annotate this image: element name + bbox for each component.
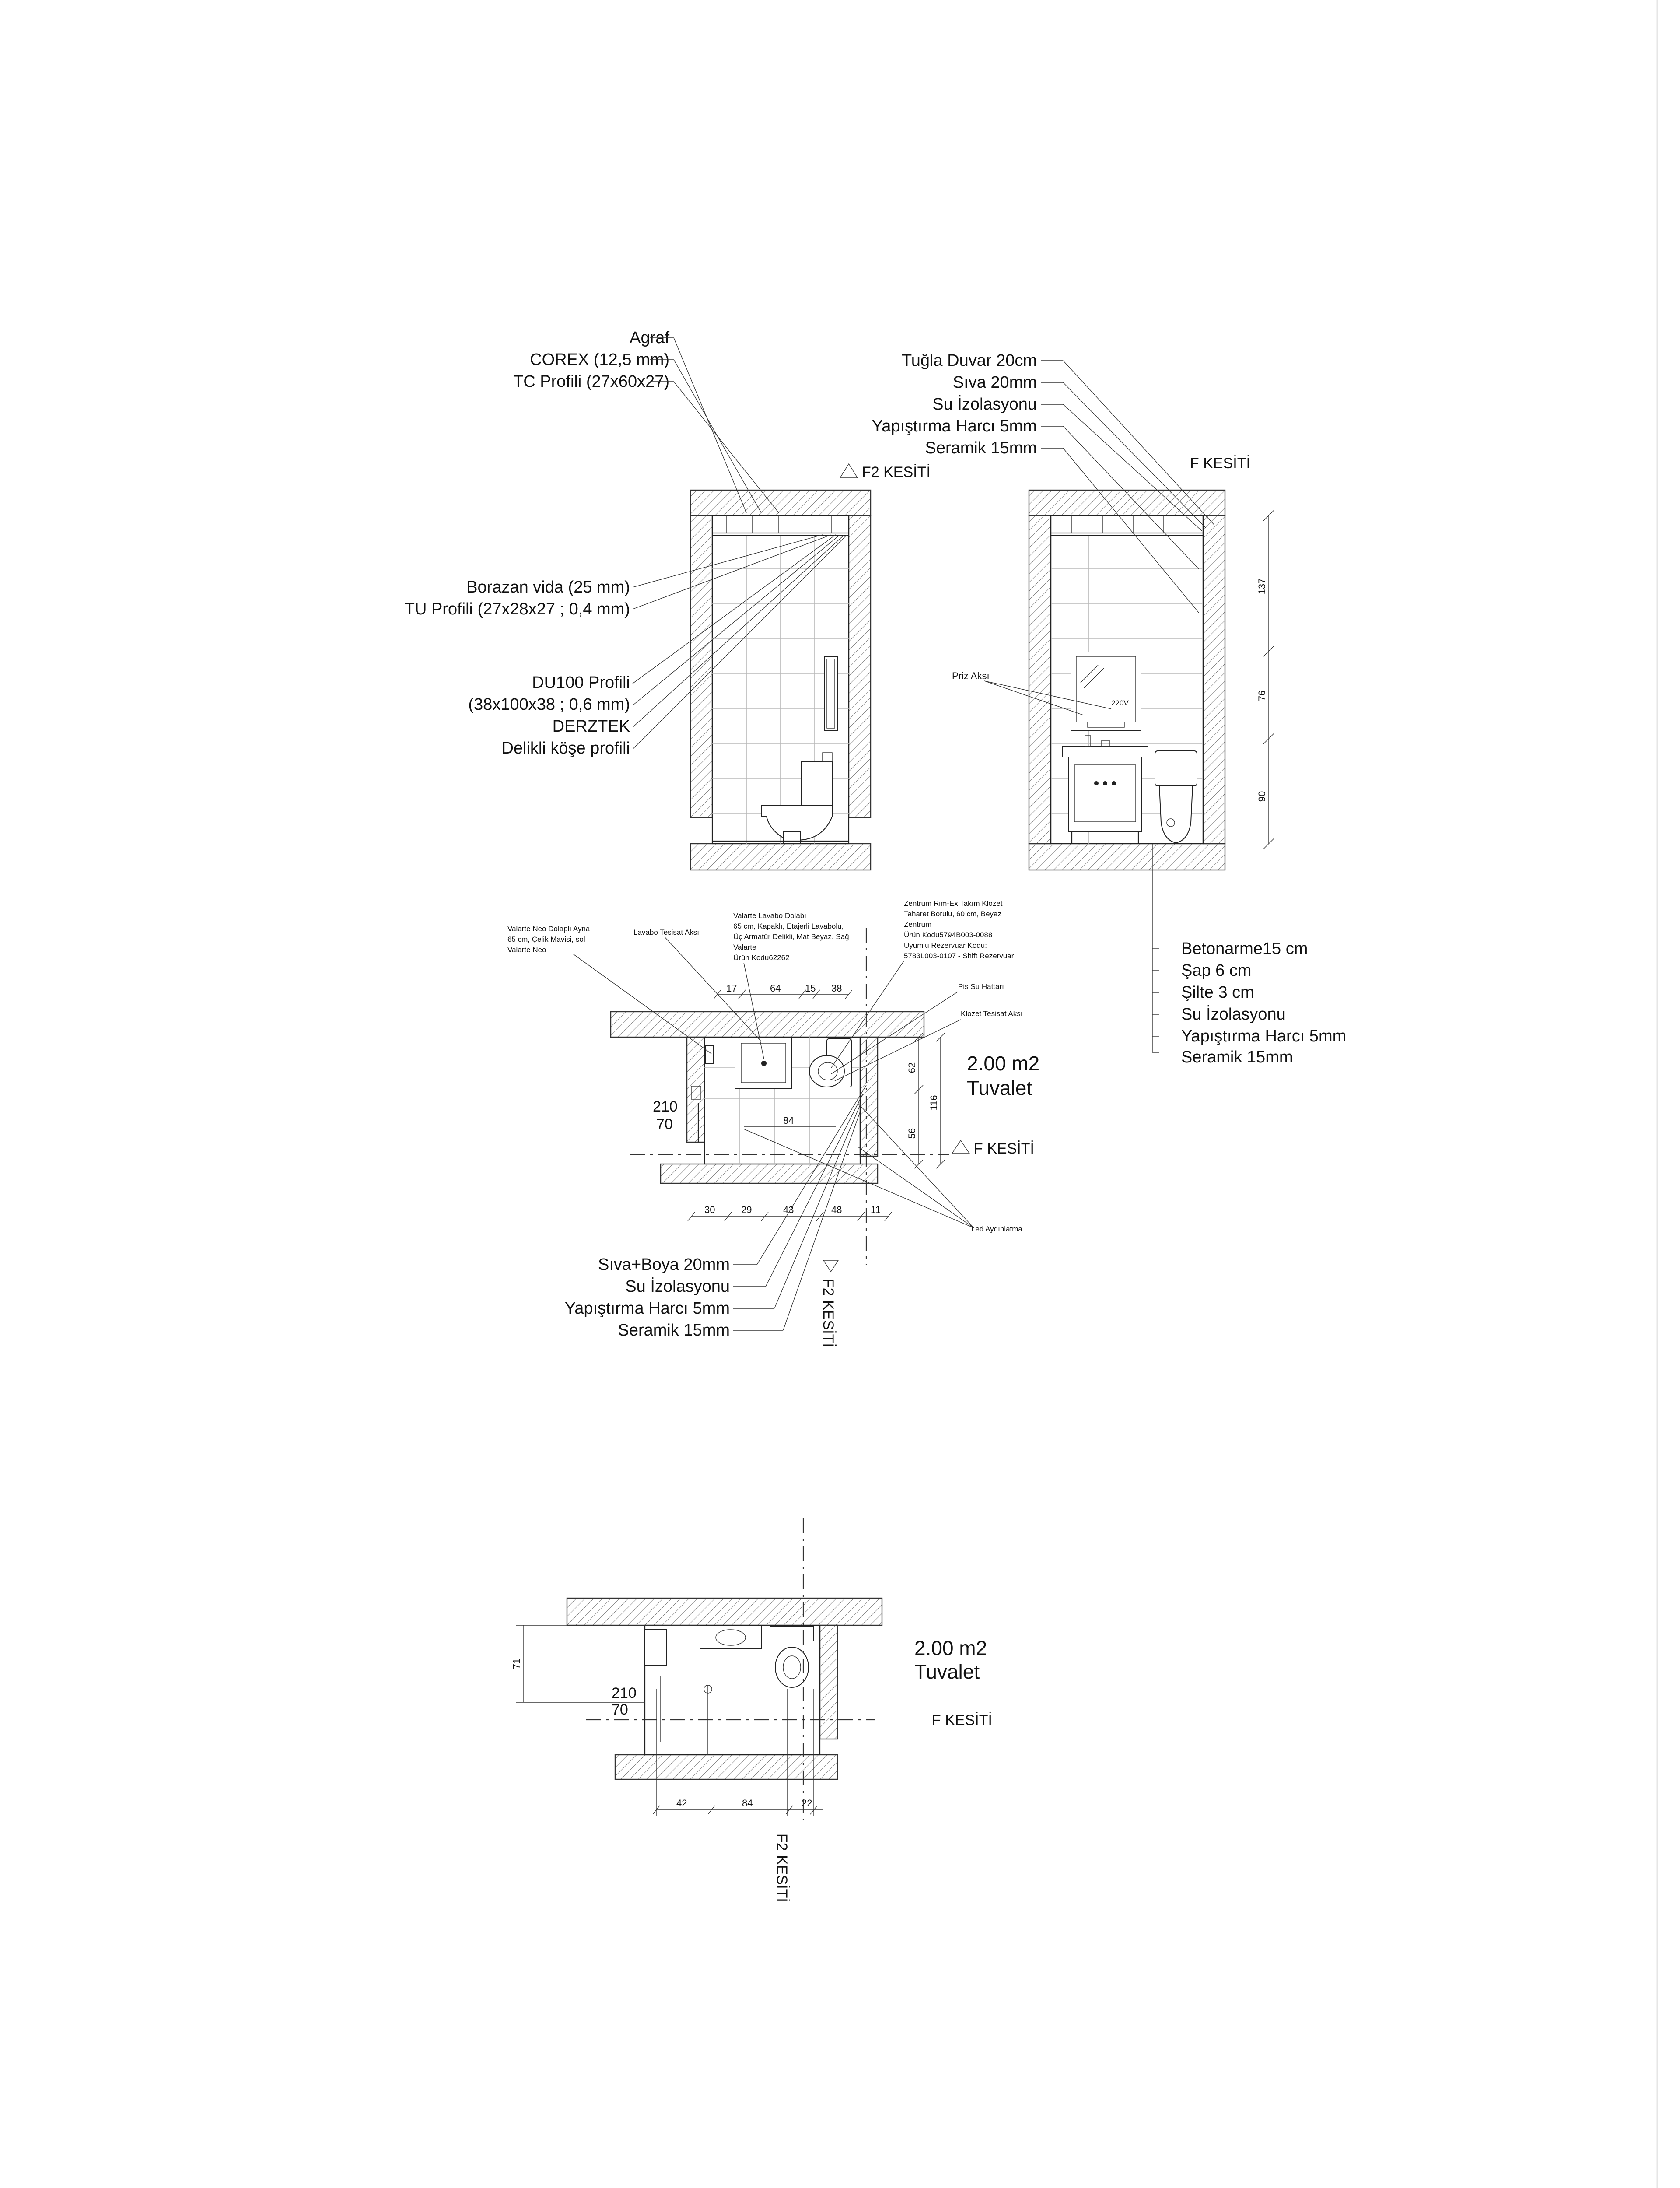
f2-leader-corex: COREX (12,5 mm) (530, 351, 669, 369)
f-wall-layer-5: Seramik 15mm (925, 439, 1037, 457)
plan1-note-led: Led Aydınlatma (971, 1225, 1022, 1233)
plan1-section-f-label: F KESİTİ (974, 1140, 1034, 1157)
plan1-dim-top-3: 15 (805, 983, 816, 994)
f-floor-layer-2: Şap 6 cm (1181, 961, 1252, 980)
f-dim-76: 76 (1256, 690, 1267, 701)
plan1-note-mirror-2: 65 cm, Çelik Mavisi, sol (508, 935, 585, 943)
plan2-dim-bottom-3: 22 (802, 1798, 812, 1809)
plan1-wall-layer-4: Seramik 15mm (618, 1321, 730, 1339)
plan1-dim-bottom-4: 48 (831, 1204, 842, 1215)
plan1-dim-top-4: 38 (831, 983, 842, 994)
plan2-bottom-wall (615, 1755, 837, 1779)
plan1-note-closet-5: Uyumlu Rezervuar Kodu: (904, 941, 987, 950)
f2-leader-agraf: Agraf (630, 329, 669, 347)
plan1-top-wall (611, 1012, 924, 1037)
plan1-bottom-wall (661, 1164, 878, 1183)
plan1-dim-bottom-3: 43 (783, 1204, 794, 1215)
plan1-wall-layer-2: Su İzolasyonu (625, 1277, 730, 1296)
plan1-note-water-line: Pis Su Hattarı (958, 982, 1004, 991)
f-floor-layer-1: Betonarme15 cm (1181, 940, 1308, 958)
plan1-note-lavabo-axis: Lavabo Tesisat Aksı (634, 928, 699, 936)
plan1-note-closet-axis: Klozet Tesisat Aksı (961, 1010, 1023, 1018)
plan1-note-cabinet-1: Valarte Lavabo Dolabı (733, 912, 806, 920)
f-floor-layer-5: Yapıştırma Harcı 5mm (1181, 1027, 1347, 1045)
plan2-section-f2-label: F2 KESİTİ (774, 1834, 790, 1902)
f-wall-layer-4: Yapıştırma Harcı 5mm (872, 417, 1037, 435)
plan1-note-cabinet-2: 65 cm, Kapaklı, Etajerli Lavabolu, (733, 922, 844, 930)
plan2-right-wall (820, 1625, 837, 1739)
plan1-wall-layer-1: Sıva+Boya 20mm (598, 1255, 730, 1274)
f-priz-label: Priz Aksı (952, 670, 990, 681)
f2-leader-du100-size: (38x100x38 ; 0,6 mm) (468, 695, 630, 714)
f-floor-layer-3: Şilte 3 cm (1181, 983, 1254, 1002)
plan1-note-closet-1: Zentrum Rim-Ex Takım Klozet (904, 899, 1003, 908)
f-floor-layer-4: Su İzolasyonu (1181, 1005, 1286, 1024)
plan1-door-height: 210 (653, 1098, 678, 1115)
plan2-door-height: 210 (612, 1685, 637, 1701)
f-vanity (1062, 735, 1148, 844)
plan1-note-mirror-1: Valarte Neo Dolaplı Ayna (508, 925, 590, 933)
f2-leader-du100: DU100 Profili (532, 673, 630, 692)
plan2-room-area: 2.00 m2 (914, 1637, 987, 1659)
f2-marker-label: F2 KESİTİ (862, 464, 931, 480)
plan1-dim-bottom-1: 30 (704, 1204, 715, 1215)
plan1-door-width: 70 (656, 1116, 673, 1133)
plan1-dim-inner: 84 (783, 1115, 794, 1126)
f-dim-90: 90 (1256, 791, 1267, 802)
f-marker-label: F KESİTİ (1190, 455, 1250, 472)
f-ceiling-slab (1029, 490, 1225, 515)
plan1-wall-layer-3: Yapıştırma Harcı 5mm (564, 1299, 730, 1318)
plan2-top-wall (567, 1598, 882, 1625)
plan1-left-wall (687, 1037, 704, 1142)
plan1-mirror-edge (705, 1046, 713, 1063)
plan1-dim-bottom-2: 29 (741, 1204, 752, 1215)
plan2-door-width: 70 (612, 1701, 628, 1718)
plan2-dim-bottom-2: 84 (742, 1798, 753, 1809)
plan1-dim-right-3: 56 (906, 1128, 917, 1139)
plan2-room-name: Tuvalet (914, 1660, 980, 1683)
f2-leader-tc-profile: TC Profili (27x60x27) (513, 372, 669, 391)
plan1-note-closet-2: Taharet Borulu, 60 cm, Beyaz (904, 910, 1002, 918)
plan1-dim-right-1: 62 (906, 1062, 917, 1073)
plan1-note-cabinet-4: Valarte (733, 943, 756, 951)
plan2-dim-left: 71 (511, 1658, 522, 1669)
f-voltage-label: 220V (1111, 699, 1129, 707)
plan1-note-closet-3: Zentrum (904, 920, 932, 929)
f-floor-slab (1029, 844, 1225, 870)
f2-left-wall (690, 515, 712, 817)
plan1-note-closet-4: Ürün Kodu5794B003-0088 (904, 931, 993, 939)
plan1-dim-top-1: 17 (726, 983, 737, 994)
plan1-room-name: Tuvalet (967, 1076, 1032, 1099)
f-wall-layer-1: Tuğla Duvar 20cm (901, 351, 1037, 370)
f2-ceiling-slab (690, 490, 871, 515)
f-right-wall (1203, 515, 1225, 844)
plan2-section-f-label: F KESİTİ (932, 1712, 992, 1729)
f2-mirror-cabinet (824, 656, 837, 731)
plan1-vanity (735, 1037, 792, 1089)
plan2-vanity (700, 1625, 761, 1649)
f-wall-layer-2: Sıva 20mm (952, 373, 1037, 392)
plan2-door-leaf (645, 1630, 667, 1666)
f2-leader-tu-profile: TU Profili (27x28x27 ; 0,4 mm) (404, 600, 630, 618)
plan1-dim-bottom-5: 11 (871, 1204, 881, 1215)
plan1-room-area: 2.00 m2 (967, 1052, 1040, 1075)
plan1-dim-right-2: 116 (928, 1095, 939, 1111)
f2-leader-derztek: DERZTEK (552, 717, 630, 736)
plan1-right-wall (860, 1037, 878, 1156)
f-mirror-cabinet (1071, 652, 1141, 731)
plan1-note-closet-6: 5783L003-0107 - Shift Rezervuar (904, 952, 1014, 960)
f-floor-layer-6: Seramik 15mm (1181, 1048, 1293, 1066)
f2-leader-corner-profile: Delikli köşe profili (501, 739, 630, 757)
plan1-dim-top-2: 64 (770, 983, 781, 994)
plan1-note-cabinet-3: Üç Armatür Delikli, Mat Beyaz, Sağ (733, 933, 849, 941)
f2-right-wall (849, 515, 871, 817)
f2-leader-borazan: Borazan vida (25 mm) (466, 578, 630, 596)
f2-floor-slab (690, 844, 871, 870)
plan2-dim-bottom-1: 42 (676, 1798, 687, 1809)
f-dim-137: 137 (1256, 578, 1267, 595)
plan1-note-cabinet-5: Ürün Kodu62262 (733, 954, 790, 962)
plan1-section-f2-label: F2 KESİTİ (820, 1279, 836, 1347)
plan1-note-mirror-3: Valarte Neo (508, 946, 546, 954)
f-left-wall (1029, 515, 1051, 844)
f-wall-layer-3: Su İzolasyonu (932, 395, 1037, 414)
